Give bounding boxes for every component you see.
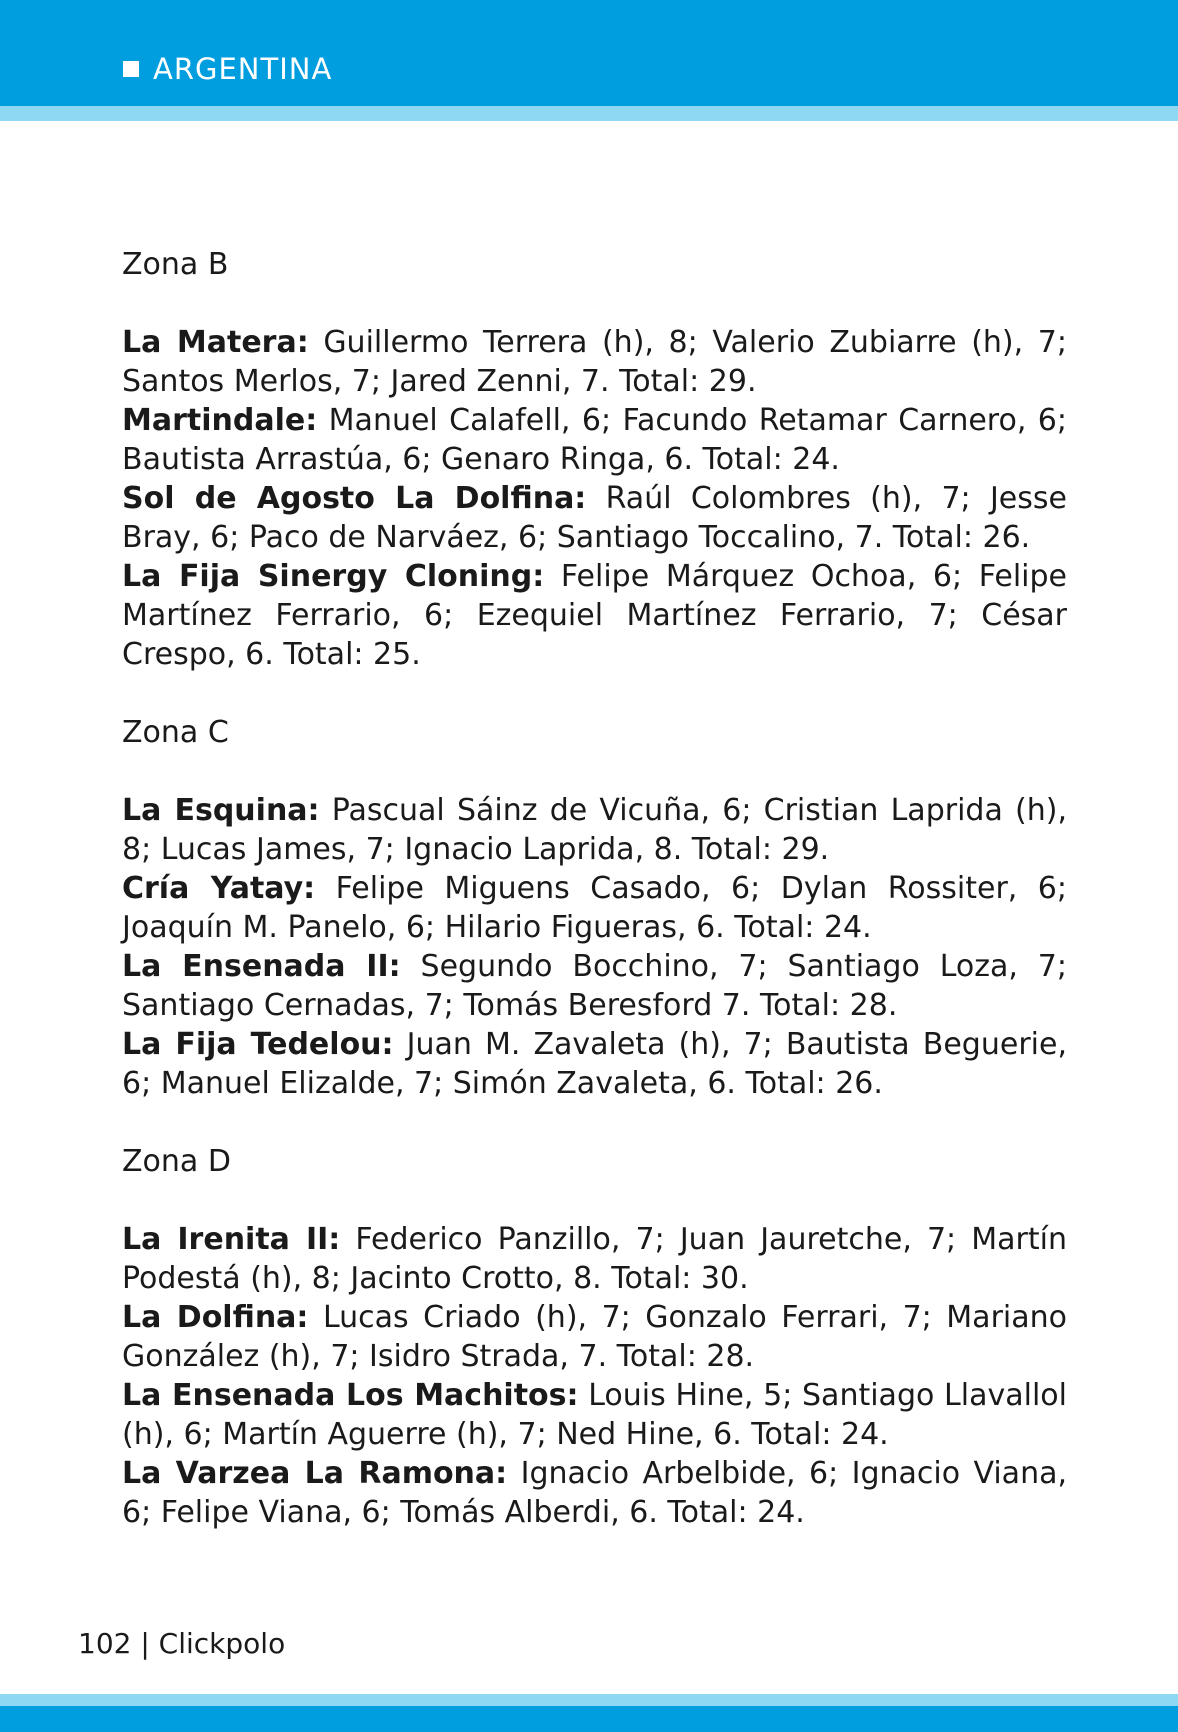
team-entry xyxy=(122,557,1067,674)
team-entry xyxy=(122,791,1067,869)
team-name: La Esquina: xyxy=(122,793,320,828)
section-title: ARGENTINA xyxy=(153,52,333,86)
header-bar xyxy=(0,0,1178,106)
team-players: Lucas Criado (h), 7; Gonzalo Ferrari, 7; Mariano González (h), 7; Isidro Strada, 7. Total: 28. xyxy=(122,1300,1067,1374)
header-stripe xyxy=(0,106,1178,121)
zone-title: Zona D xyxy=(122,1144,231,1179)
team-entry xyxy=(122,1376,1067,1454)
team-players: Felipe Miguens Casado, 6; Dylan Rossiter, 6; Joaquín M. Panelo, 6; Hilario Figueras, 6. Total: 24. xyxy=(122,871,1068,945)
team-players: Ignacio Arbelbide, 6; Ignacio Viana, 6; Felipe Viana, 6; Tomás Alberdi, 6. Total: 24. xyxy=(122,1456,1067,1530)
team-players: Juan M. Zavaleta (h), 7; Bautista Beguerie, 6; Manuel Elizalde, 7; Simón Zavaleta, 6. Total: 26. xyxy=(122,1027,1067,1101)
team-name: La Dolfina: xyxy=(122,1300,309,1335)
zone-title: Zona B xyxy=(122,247,229,282)
team-entry xyxy=(122,479,1067,557)
team-entry xyxy=(122,1298,1067,1376)
team-players: Raúl Colombres (h), 7; Jesse Bray, 6; Paco de Narváez, 6; Santiago Toccalino, 7. Total: 26. xyxy=(122,481,1067,555)
team-name: Cría Yatay: xyxy=(122,871,316,906)
team-players: Pascual Sáinz de Vicuña, 6; Cristian Laprida (h), 8; Lucas James, 7; Ignacio Laprida, 8. Total: 29. xyxy=(122,793,1067,867)
team-entry xyxy=(122,401,1067,479)
team-name: La Ensenada II: xyxy=(122,949,401,984)
team-entry xyxy=(122,1220,1067,1298)
team-players: Federico Panzillo, 7; Juan Jauretche, 7; Martín Podestá (h), 8; Jacinto Crotto, 8. Total: 30. xyxy=(122,1222,1067,1296)
team-name: La Varzea La Ramona: xyxy=(122,1456,508,1491)
team-name: La Fija Tedelou: xyxy=(122,1027,394,1062)
team-entry xyxy=(122,323,1067,401)
document-body xyxy=(122,245,1067,1571)
team-entry xyxy=(122,947,1067,1025)
team-players: Manuel Calafell, 6; Facundo Retamar Carnero, 6; Bautista Arrastúa, 6; Genaro Ringa, 6. Total: 24. xyxy=(122,403,1067,477)
footer-bar xyxy=(0,1706,1178,1732)
page-footer: 102 | Clickpolo xyxy=(78,1627,286,1660)
team-name: La Irenita II: xyxy=(122,1222,341,1257)
team-entry xyxy=(122,869,1067,947)
team-name: Sol de Agosto La Dolfina: xyxy=(122,481,587,516)
team-name: La Ensenada Los Machitos: xyxy=(122,1378,579,1413)
footer-stripe xyxy=(0,1694,1178,1706)
zone-b xyxy=(122,245,1067,674)
team-players: Felipe Márquez Ochoa, 6; Felipe Martínez Ferrario, 6; Ezequiel Martínez Ferrario, 7; César Crespo, 6. Total: 25. xyxy=(122,559,1068,672)
zone-c xyxy=(122,713,1067,1103)
team-players: Guillermo Terrera (h), 8; Valerio Zubiarre (h), 7; Santos Merlos, 7; Jared Zenni, 7. Total: 29. xyxy=(122,325,1067,399)
team-entry xyxy=(122,1025,1067,1103)
team-name: La Fija Sinergy Cloning: xyxy=(122,559,545,594)
section-square-icon xyxy=(123,61,139,77)
team-name: La Matera: xyxy=(122,325,309,360)
team-name: Martindale: xyxy=(122,403,318,438)
team-players: Louis Hine, 5; Santiago Llavallol (h), 6; Martín Aguerre (h), 7; Ned Hine, 6. Total: 24. xyxy=(122,1378,1067,1452)
team-players: Segundo Bocchino, 7; Santiago Loza, 7; Santiago Cernadas, 7; Tomás Beresford 7. Total: 28. xyxy=(122,949,1067,1023)
team-entry xyxy=(122,1454,1067,1532)
zone-d xyxy=(122,1142,1067,1532)
zone-title: Zona C xyxy=(122,715,229,750)
